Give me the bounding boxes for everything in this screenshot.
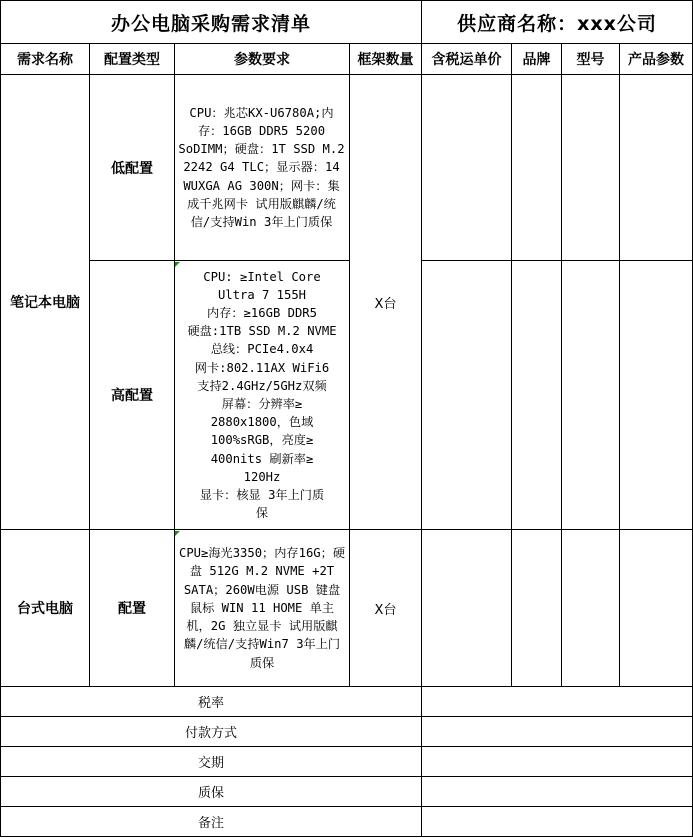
desktop-brand[interactable] [512,530,562,687]
footer-delivery-label: 交期 [0,747,422,777]
footer-delivery-value[interactable] [422,747,693,777]
laptop-high-config-spec: CPU: ≥Intel Core Ultra 7 155H 内存：≥16GB DDR5 硬盘:1TB SSD M.2 NVME 总线：PCIe4.0x4 网卡:802.11AX WiFi6 支持2.4GHz/5GHz双频 屏幕：分辨率≥ 2880x1800，色域 100%sRGB，亮度≥ 400nits 刷新率≥ 120Hz 显卡：核显 3年上门质 保 [175,261,350,530]
desktop-unit-price[interactable] [422,530,512,687]
laptop-low-brand[interactable] [512,75,562,261]
desktop-config-spec: CPU≥海光3350；内存16G；硬盘 512G M.2 NVME +2T SATA；260W电源 USB 键盘鼠标 WIN 11 HOME 单主机，2G 独立显卡 试用版麒麟/统信/支持Win7 3年上门质保 [175,530,350,687]
desktop-name: 台式电脑 [0,530,90,687]
desktop-product-params[interactable] [620,530,693,687]
laptop-low-unit-price[interactable] [422,75,512,261]
header-quantity: 框架数量 [350,44,422,75]
footer-warranty-label: 质保 [0,777,422,807]
supplier-name: 供应商名称：xxx公司 [422,0,693,44]
header-brand: 品牌 [512,44,562,75]
laptop-high-product-params[interactable] [620,261,693,530]
footer-remarks-value[interactable] [422,807,693,837]
laptop-low-product-params[interactable] [620,75,693,261]
header-config-type: 配置类型 [90,44,175,75]
laptop-low-config-spec: CPU：兆芯KX-U6780A;内存：16GB DDR5 5200 SoDIMM；硬盘：1T SSD M.2 2242 G4 TLC；显示器：14 WUXGA AG 300N；网卡：集成千兆网卡 试用版麒麟/统信/支持Win 3年上门质保 [175,75,350,261]
desktop-config-type: 配置 [90,530,175,687]
desktop-model[interactable] [562,530,620,687]
header-product-params: 产品参数 [620,44,693,75]
desktop-quantity: X台 [350,530,422,687]
laptop-low-config-type: 低配置 [90,75,175,261]
sheet-title: 办公电脑采购需求清单 [0,0,422,44]
footer-tax-rate-label: 税率 [0,687,422,717]
laptop-quantity: X台 [350,75,422,530]
footer-warranty-value[interactable] [422,777,693,807]
header-demand-name: 需求名称 [0,44,90,75]
footer-payment-value[interactable] [422,717,693,747]
laptop-high-config-type: 高配置 [90,261,175,530]
footer-tax-rate-value[interactable] [422,687,693,717]
footer-payment-label: 付款方式 [0,717,422,747]
comment-marker-icon [175,262,180,267]
footer-remarks-label: 备注 [0,807,422,837]
comment-marker-icon [175,531,180,536]
laptop-high-unit-price[interactable] [422,261,512,530]
laptop-name: 笔记本电脑 [0,75,90,530]
header-spec: 参数要求 [175,44,350,75]
header-unit-price: 含税运单价 [422,44,512,75]
laptop-high-model[interactable] [562,261,620,530]
header-model: 型号 [562,44,620,75]
laptop-low-model[interactable] [562,75,620,261]
laptop-high-brand[interactable] [512,261,562,530]
